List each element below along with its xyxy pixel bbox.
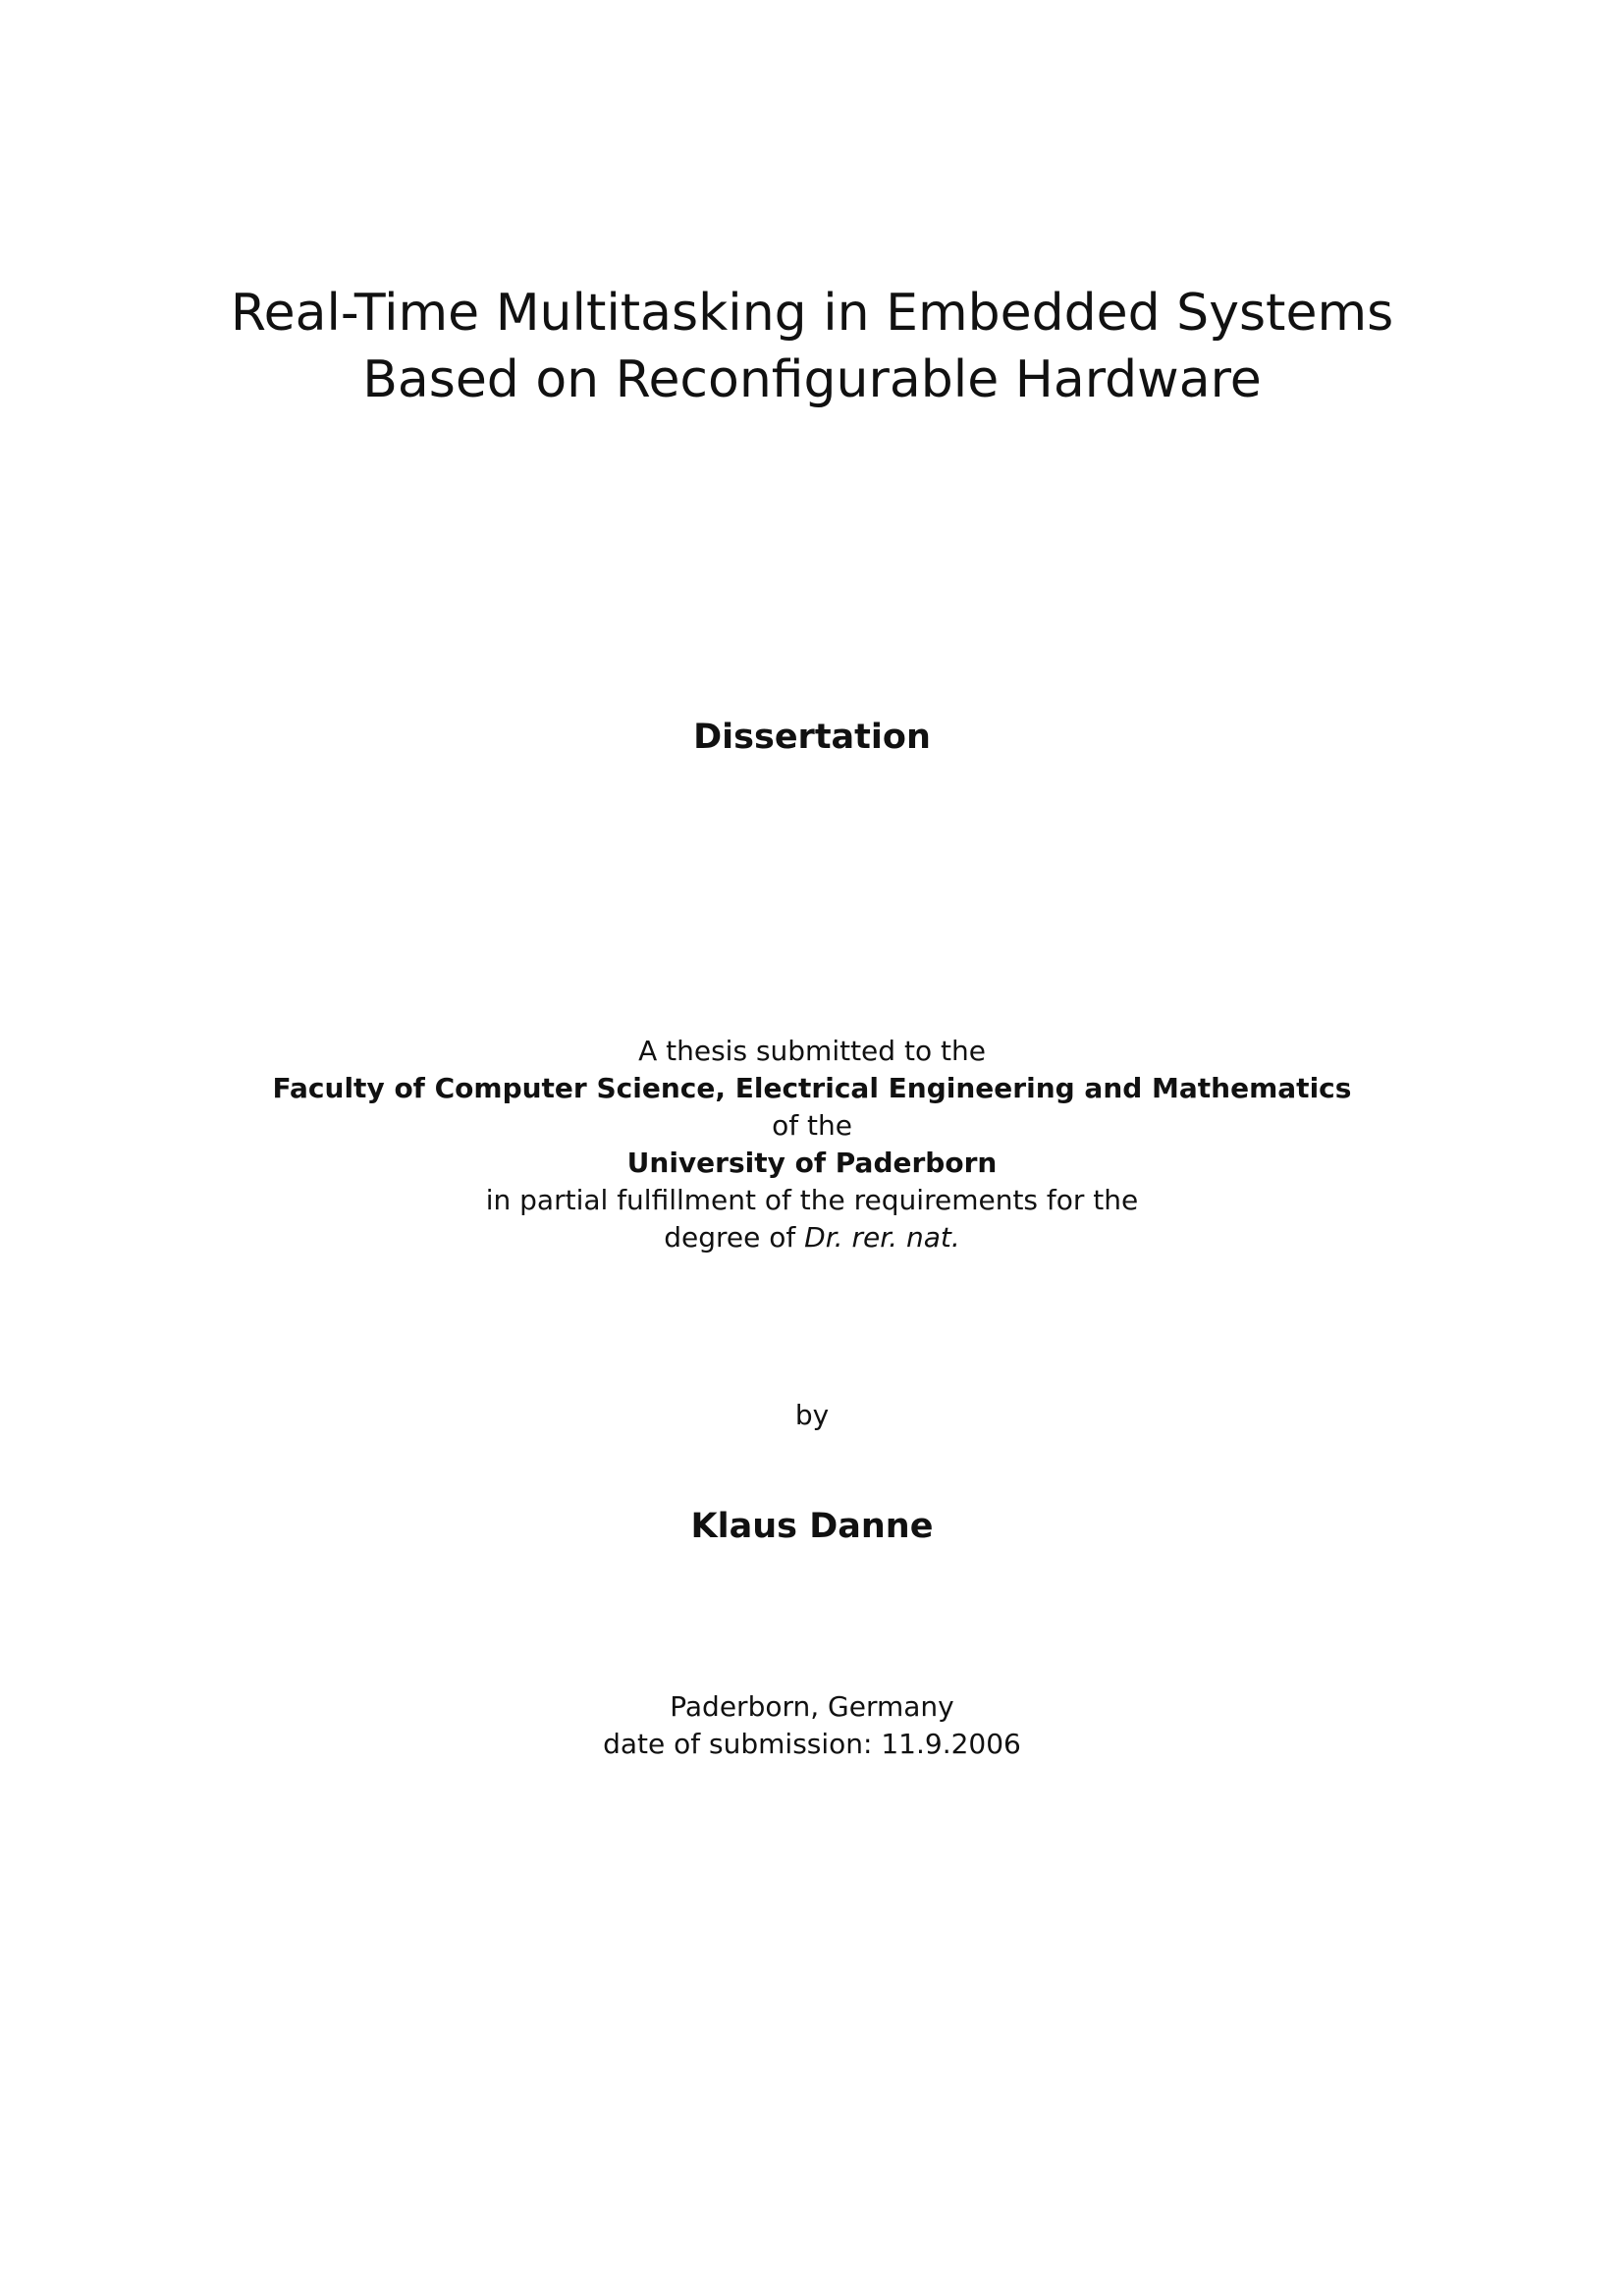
title-line-1: Real-Time Multitasking in Embedded Systems <box>230 284 1394 343</box>
by-label: by <box>794 1399 830 1431</box>
author-name: Klaus Danne <box>690 1507 934 1546</box>
submission-location: Paderborn, Germany <box>670 1690 954 1723</box>
place-and-date <box>0 1688 1624 1763</box>
document-type: Dissertation <box>693 718 931 757</box>
title-line-2: Based on Reconfigurable Hardware <box>362 350 1262 409</box>
submission-date: date of submission: 11.9.2006 <box>603 1728 1021 1760</box>
submission-statement <box>0 1033 1624 1256</box>
degree-name: Dr. rer. nat. <box>804 1221 960 1254</box>
degree-prefix: degree of <box>664 1221 805 1254</box>
faculty-name: Faculty of Computer Science, Electrical Engineering and Mathematics <box>272 1072 1352 1104</box>
university-name: University of Paderborn <box>626 1147 998 1179</box>
thesis-title <box>0 280 1624 413</box>
degree-line <box>0 1219 1624 1256</box>
submission-line-of-the: of the <box>772 1109 852 1142</box>
submission-line-fulfillment: in partial fulfillment of the requirements for the <box>485 1184 1139 1216</box>
submission-line-intro: A thesis submitted to the <box>638 1035 986 1067</box>
